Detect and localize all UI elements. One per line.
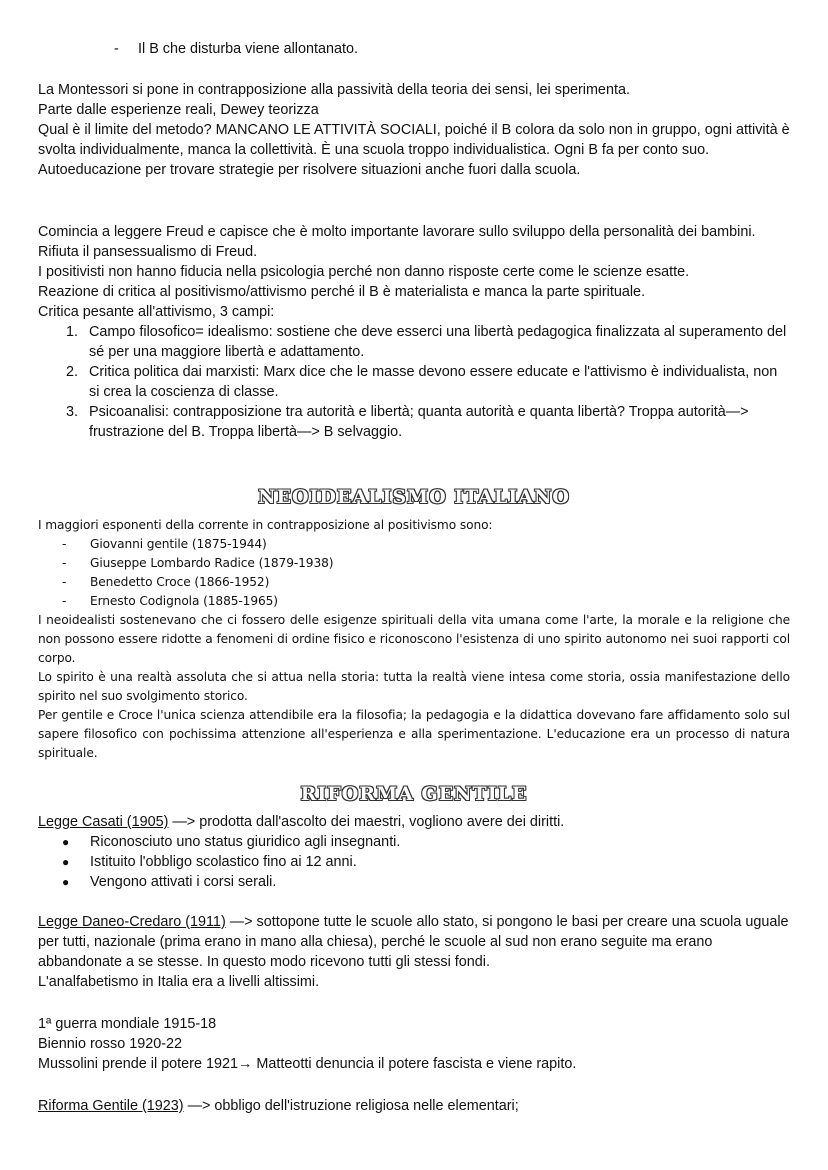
dash-marker: -: [62, 556, 67, 570]
event-line: Mussolini prende il potere 1921→ Matteotti denuncia il potere fascista e viene rapito.: [38, 1056, 577, 1072]
list-item: [38, 832, 790, 852]
list-item: [38, 535, 790, 554]
paragraph-line: Critica pesante all'attivismo, 3 campi:: [38, 304, 275, 320]
bullet-icon: ●: [62, 835, 70, 849]
list-item: [38, 872, 790, 892]
list-number: 1.: [66, 324, 79, 340]
paragraph: Lo spirito è una realtà assoluta che si attua nella storia: tutta la realtà viene intesa come storia, ossia manifestazione dello spirito nel suo svolgimento storico.: [38, 670, 790, 703]
neoidealismo-block: [38, 516, 790, 763]
daneo-rest: —> sottopone tutte le scuole allo stato, si pongono le basi per creare una scuola uguale per tutti, nazionale (prima erano in mano alla chiesa), perché le scuole al sud non erano seguite ma erano abbandonate a se stesse. In questo modo ricevono tutti gli stessi fondi.: [38, 914, 789, 970]
paragraph-line: [38, 222, 790, 262]
gentile-block: [38, 1096, 790, 1116]
daneo-label: Legge Daneo-Credaro (1911): [38, 914, 226, 930]
list-text: Istituito l'obbligo scolastico fino ai 12 anni.: [90, 854, 357, 870]
paragraph: I neoidealisti sostenevano che ci fossero delle esigenze spirituali della vita umana come l'arte, la morale e la religione che non possono essere ridotte a fenomeni di ordine fisico e riconoscono l'esistenza di uno spirito autonomo nei suoi rapporti col corpo.: [38, 613, 790, 665]
daneo-line: [38, 912, 790, 972]
event-line: 1ª guerra mondiale 1915-18: [38, 1016, 217, 1032]
list-item: [38, 554, 790, 573]
exponents-list: [38, 535, 790, 611]
casati-rest: —> prodotta dall'ascolto dei maestri, vogliono avere dei diritti.: [168, 814, 565, 830]
list-text: Psicoanalisi: contrapposizione tra autorità e libertà; quanta autorità e quanta libertà? Troppa autorità—> frustrazione del B. Troppa libertà—> B selvaggio.: [89, 404, 749, 440]
list-item: [38, 322, 790, 362]
list-text: Giovanni gentile (1875-1944): [90, 537, 267, 551]
bullet-icon: ●: [62, 875, 70, 889]
section-title-neoidealismo: NEOIDEALISMO ITALIANO: [258, 486, 570, 508]
dash-item-text: Il B che disturba viene allontanato.: [138, 41, 358, 57]
list-item: [38, 592, 790, 611]
gentile-rest: —> obbligo dell'istruzione religiosa nelle elementari;: [183, 1098, 519, 1114]
paragraph-line: La Montessori si pone in contrapposizione alla passività della teoria dei sensi, lei sperimenta.: [38, 82, 630, 98]
list-text: Riconosciuto uno status giuridico agli insegnanti.: [90, 834, 401, 850]
list-item: [38, 362, 790, 402]
list-text: Vengono attivati i corsi serali.: [90, 874, 277, 890]
section-title-riforma: RIFORMA GENTILE: [300, 783, 528, 805]
dash-marker: -: [62, 594, 67, 608]
daneo-block: [38, 912, 790, 992]
casati-label: Legge Casati (1905): [38, 814, 169, 830]
paragraph: Per gentile e Croce l'unica scienza attendibile era la filosofia; la pedagogia e la didattica dovevano fare affidamento solo sul sapere filosofico con pochissima attenzione all'esperienza e alla sperimentazione. L'educazione era un processo di natura spirituale.: [38, 708, 790, 760]
gentile-label: Riforma Gentile (1923): [38, 1098, 184, 1114]
list-text: Campo filosofico= idealismo: sostiene che deve esserci una libertà pedagogica finalizzata al superamento del sé per una maggiore libertà e adattamento.: [89, 324, 787, 360]
montessori-block: [38, 80, 790, 180]
dash-marker: -: [114, 41, 119, 57]
casati-list: [38, 832, 790, 892]
paragraph-line: Reazione di critica al positivismo/attivismo perché il B è materialista e manca la parte spirituale.: [38, 284, 646, 300]
event-line: Biennio rosso 1920-22: [38, 1036, 183, 1052]
freud-line-b: Rifiuta il pansessualismo di Freud.: [38, 244, 258, 260]
paragraph-line: I positivisti non hanno fiducia nella psicologia perché non danno risposte certe come le scienze esatte.: [38, 264, 690, 280]
list-text: Giuseppe Lombardo Radice (1879-1938): [90, 556, 334, 570]
casati-line: [38, 812, 790, 832]
dash-marker: -: [62, 575, 67, 589]
riforma-block: [38, 812, 790, 892]
list-number: 2.: [66, 364, 79, 380]
list-number: 3.: [66, 404, 79, 420]
paragraph-line: Parte dalle esperienze reali, Dewey teorizza: [38, 102, 319, 118]
list-text: Benedetto Croce (1866-1952): [90, 575, 270, 589]
paragraph-line: L'analfabetismo in Italia era a livelli altissimi.: [38, 974, 320, 990]
list-item: [38, 573, 790, 592]
freud-line: Comincia a leggere Freud e capisce che è molto importante lavorare sullo sviluppo della personalità dei bambini.: [38, 224, 756, 240]
freud-block: [38, 222, 790, 442]
list-item: [38, 852, 790, 872]
list-item: [38, 402, 790, 442]
critique-list: [38, 322, 790, 442]
paragraph-line: Autoeducazione per trovare strategie per risolvere situazioni anche fuori dalla scuola.: [38, 162, 581, 178]
list-text: Ernesto Codignola (1885-1965): [90, 594, 278, 608]
paragraph-line: Qual è il limite del metodo? MANCANO LE ATTIVITÀ SOCIALI, poiché il B colora da solo non in gruppo, ogni attività è svolta individualmente, manca la collettività. È una scuola troppo individualistica. Ogni B fa per conto suo.: [38, 122, 790, 158]
list-text: Critica politica dai marxisti: Marx dice che le masse devono essere educate e l'attivismo è individualista, non si crea la coscienza di classe.: [89, 364, 778, 400]
bullet-icon: ●: [62, 855, 70, 869]
dash-marker: -: [62, 537, 67, 551]
intro-line: I maggiori esponenti della corrente in contrapposizione al positivismo sono:: [38, 518, 493, 532]
gentile-line: [38, 1096, 790, 1116]
events-block: [38, 1014, 790, 1074]
